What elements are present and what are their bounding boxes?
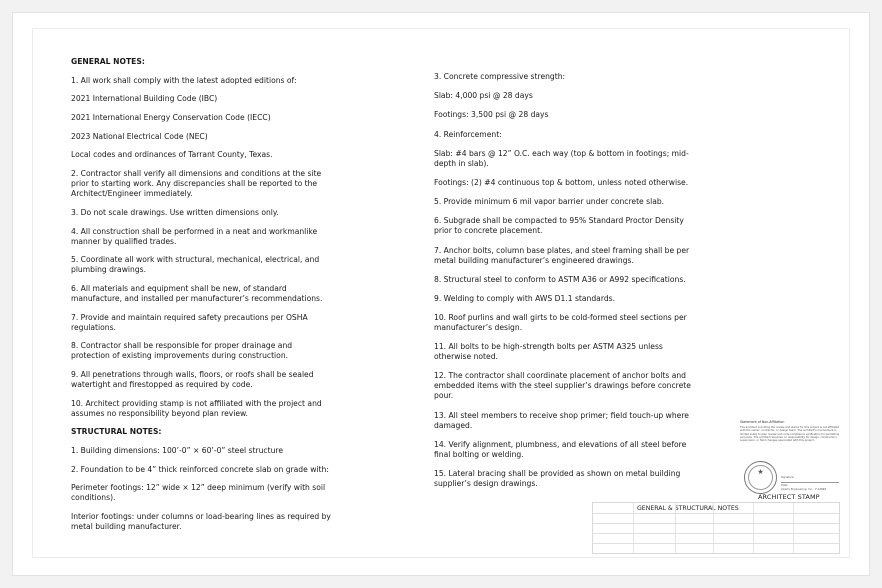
title-block-rule	[593, 523, 839, 524]
title-block-divider	[713, 503, 714, 553]
title-block-rule	[593, 543, 839, 544]
note-paragraph: 10. Architect providing stamp is not affiliated with the project and assumes no responsibility beyond plan review.	[71, 398, 322, 418]
note-paragraph: 7. Provide and maintain required safety precautions per OSHA regulations.	[71, 312, 308, 332]
sheet-title: GENERAL & STRUCTURAL NOTES	[637, 505, 739, 512]
section-heading: STRUCTURAL NOTES:	[71, 427, 162, 437]
title-block	[592, 502, 840, 554]
note-paragraph: 11. All bolts to be high-strength bolts per ASTM A325 unless otherwise noted.	[434, 342, 663, 362]
affiliation-body: The architect providing the review and stamp for this project is not affiliated with the owner, contractor, or design team. The architect's involvement is limited solely to plan review and code compliance verification for permitting purposes. The architect assumes no responsibility for design, construction, supervision, or field changes associated with this project.	[740, 426, 840, 443]
note-paragraph: 1. Building dimensions: 100’-0” × 60’-0” steel structure	[71, 446, 284, 455]
title-block-divider	[633, 503, 634, 553]
note-paragraph: 9. Welding to comply with AWS D1.1 standards.	[434, 293, 616, 303]
note-paragraph: Local codes and ordinances of Tarrant County, Texas.	[71, 150, 273, 160]
affiliation-title: Statement of Non-Affiliation	[740, 420, 785, 424]
note-paragraph: 1. All work shall comply with the latest adopted editions of:	[71, 75, 297, 85]
note-paragraph: 8. Contractor shall be responsible for proper drainage and protection of existing improvements during construction.	[71, 341, 293, 361]
note-paragraph: 12. The contractor shall coordinate placement of anchor bolts and embedded items with the steel supplier’s drawings before concrete pour.	[434, 371, 691, 401]
title-block-divider	[793, 503, 794, 553]
signature-line	[781, 479, 839, 483]
note-paragraph: 9. All penetrations through walls, floors, or roofs shall be sealed watertight and firestopped as required by code.	[71, 369, 314, 389]
note-paragraph: 2021 International Energy Conservation Code (IECC)	[71, 113, 271, 123]
note-paragraph: Slab: 4,000 psi @ 28 days	[434, 91, 533, 101]
note-paragraph: Interior footings: under columns or load-bearing lines as required by metal building manufacturer.	[71, 512, 331, 532]
title-block-rule	[593, 533, 839, 534]
note-paragraph: 8. Structural steel to conform to ASTM A36 or A992 specifications.	[434, 274, 686, 284]
signature-block	[781, 476, 839, 491]
section-heading: GENERAL NOTES:	[71, 57, 145, 66]
signature-label: Signature:	[781, 476, 795, 479]
note-paragraph: 5. Provide minimum 6 mil vapor barrier under concrete slab.	[434, 197, 665, 207]
architect-seal	[744, 461, 777, 494]
note-paragraph: 10. Roof purlins and wall girts to be cold-formed steel sections per manufacturer’s design.	[434, 313, 687, 333]
note-paragraph: 3. Do not scale drawings. Use written dimensions only.	[71, 207, 279, 217]
note-paragraph: Slab: #4 bars @ 12” O.C. each way (top & bottom in footings; mid-depth in slab).	[434, 148, 689, 168]
title-block-divider	[753, 503, 754, 553]
note-paragraph: 13. All steel members to receive shop primer; field touch-up where damaged.	[434, 410, 689, 430]
title-block-divider	[675, 503, 676, 553]
notes-right-column	[434, 72, 696, 489]
note-paragraph: 15. Lateral bracing shall be provided as shown on metal building supplier’s design drawings.	[434, 469, 681, 488]
date-label: Date:	[781, 484, 789, 488]
note-paragraph: 3. Concrete compressive strength:	[434, 72, 566, 81]
firm-name: Liberty Engineering, Inc. - F-12668	[781, 487, 826, 491]
note-paragraph: 4. Reinforcement:	[434, 129, 502, 139]
note-paragraph: 6. Subgrade shall be compacted to 95% Standard Proctor Density prior to concrete placement.	[434, 216, 684, 236]
note-paragraph: 4. All construction shall be performed in a neat and workmanlike manner by qualified trades.	[71, 226, 318, 246]
note-paragraph: Perimeter footings: 12” wide × 12” deep minimum (verify with soil conditions).	[71, 483, 326, 503]
note-paragraph: 14. Verify alignment, plumbness, and elevations of all steel before final bolting or welding.	[434, 439, 687, 459]
note-paragraph: 6. All materials and equipment shall be new, of standard manufacture, and installed per manufacturer’s recommendations.	[71, 283, 323, 303]
seal-star-icon: ★	[757, 468, 764, 476]
note-paragraph: Footings: 3,500 psi @ 28 days	[434, 110, 549, 120]
notes-left-column	[71, 57, 333, 532]
note-paragraph: 2. Foundation to be 4” thick reinforced concrete slab on grade with:	[71, 464, 329, 474]
note-paragraph: 7. Anchor bolts, column base plates, and steel framing shall be per metal building manufacturer’s engineered drawings.	[434, 245, 690, 265]
title-block-rule	[593, 513, 839, 514]
stamp-label: ARCHITECT STAMP	[758, 493, 820, 501]
note-paragraph: 2023 National Electrical Code (NEC)	[71, 131, 208, 141]
note-paragraph: Footings: (2) #4 continuous top & bottom, unless noted otherwise.	[434, 177, 689, 187]
note-paragraph: 5. Coordinate all work with structural, mechanical, electrical, and plumbing drawings.	[71, 255, 320, 275]
note-paragraph: 2021 International Building Code (IBC)	[71, 94, 218, 104]
note-paragraph: 2. Contractor shall verify all dimensions and conditions at the site prior to starting work. Any discrepancies shall be reported to the Architect/Engineer immediately.	[71, 169, 322, 199]
